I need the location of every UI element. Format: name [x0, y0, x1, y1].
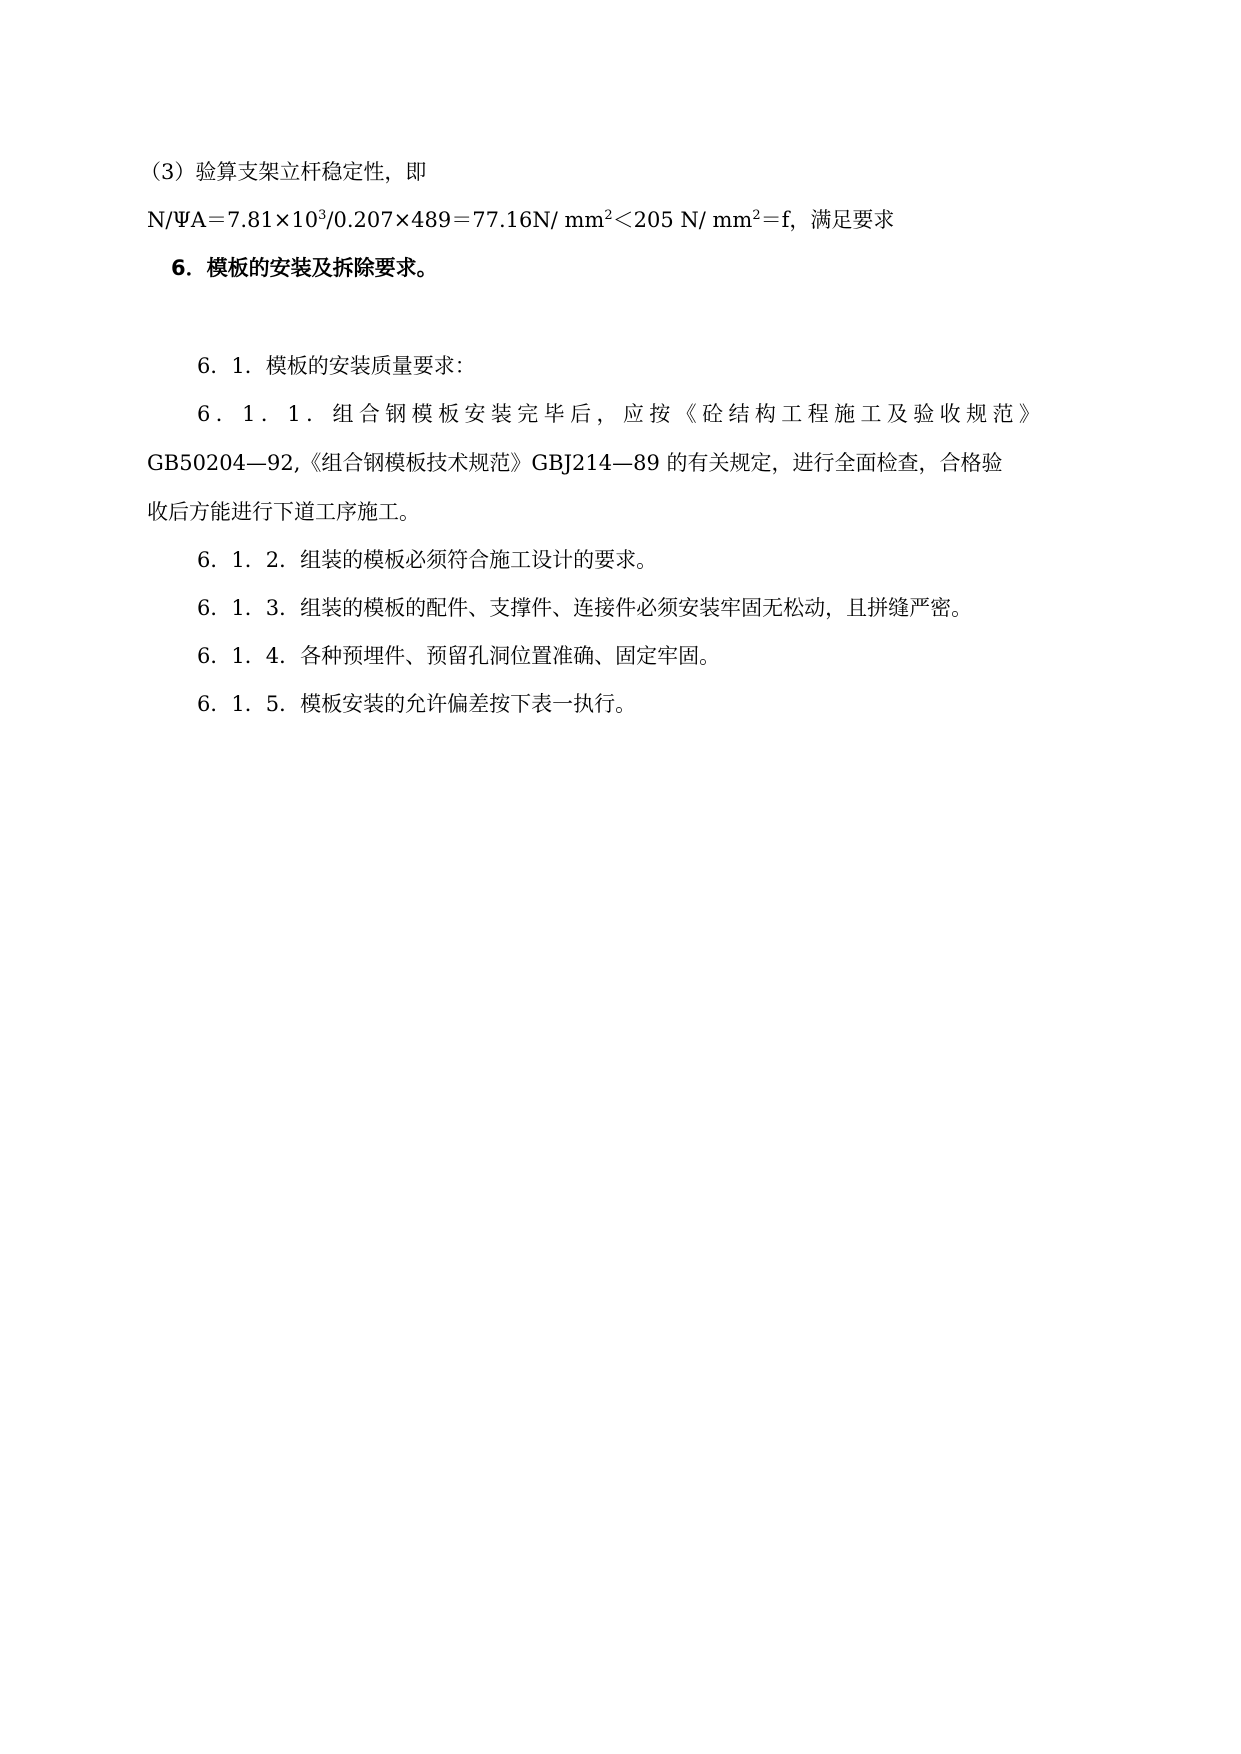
- formula-sup-3: 2: [752, 208, 761, 223]
- clause-6-1-2: 6．1．2．组装的模板必须符合施工设计的要求。: [197, 548, 658, 572]
- section-6-heading: 6．模板的安装及拆除要求。: [171, 256, 438, 280]
- formula-part-1: N/ΨA＝7.81×10: [147, 208, 319, 232]
- clause-6-1-3: 6．1．3．组装的模板的配件、支撑件、连接件必须安装牢固无松动，且拼缝严密。: [197, 596, 973, 620]
- clause-6-1-5: 6．1．5．模板安装的允许偏差按下表一执行。: [197, 692, 637, 716]
- formula-part-3: ＜205 N/ mm: [612, 208, 753, 232]
- formula-part-4: ＝f，满足要求: [760, 208, 895, 232]
- item-3-title: （3）验算支架立杆稳定性，即: [140, 160, 427, 184]
- clause-6-1-1-line-1: 6．1．1．组合钢模板安装完毕后，应按《砼结构工程施工及验收规范》: [197, 402, 1046, 426]
- stability-formula: [147, 206, 894, 234]
- clause-6-1-4: 6．1．4．各种预埋件、预留孔洞位置准确、固定牢固。: [197, 644, 721, 668]
- formula-sup-2: 2: [604, 208, 613, 223]
- clause-6-1-1-line-2: GB50204—92,《组合钢模板技术规范》GBJ214—89 的有关规定，进行全面检查，合格验: [147, 451, 1003, 475]
- clause-6-1-1-line-3: 收后方能进行下道工序施工。: [147, 500, 420, 524]
- subsection-6-1: 6．1．模板的安装质量要求：: [197, 354, 476, 378]
- formula-sup-1: 3: [318, 208, 327, 223]
- formula-part-2: /0.207×489＝77.16N/ mm: [326, 208, 605, 232]
